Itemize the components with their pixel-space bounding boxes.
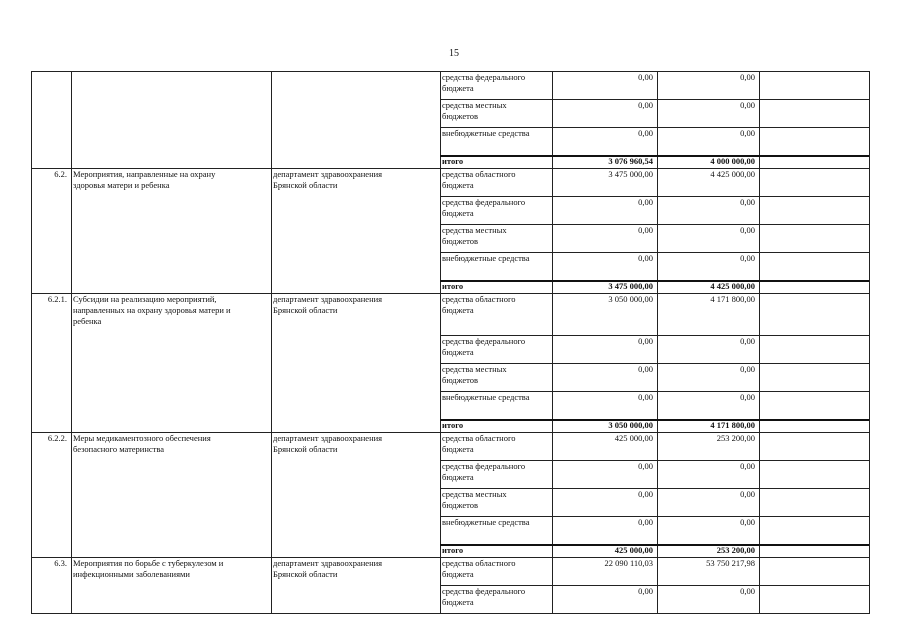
item-name: Субсидии на реализацию мероприятий, направленных на охрану здоровья матери и ребенка [73,294,231,326]
amount-2020: 3 050 000,00 [608,420,653,430]
amount-2021: 253 200,00 [716,545,755,555]
amount-2021: 0,00 [740,253,755,263]
funding-source: средства федерального бюджета [442,197,526,218]
amount-2020: 0,00 [638,364,653,374]
amount-2021: 4 425 000,00 [710,281,755,291]
amount-2021: 4 000 000,00 [710,156,755,166]
amount-2020: 3 050 000,00 [608,294,653,304]
funding-source: итого [442,420,464,430]
amount-2021: 0,00 [740,128,755,138]
item-name: Мероприятия, направленные на охрану здоровья матери и ребенка [73,169,216,190]
amount-2021: 4 171 800,00 [710,420,755,430]
item-number: 6.2.1. [47,294,67,304]
amount-2020: 3 076 960,54 [608,156,653,166]
amount-2021: 0,00 [740,197,755,207]
funding-source: средства местных бюджетов [442,364,507,385]
item-executor: департамент здравоохранения Брянской области [273,169,383,190]
amount-2021: 4 425 000,00 [710,169,755,179]
amount-2020: 0,00 [638,253,653,263]
amount-2021: 0,00 [740,517,755,527]
amount-2021: 0,00 [740,100,755,110]
amount-2020: 425 000,00 [614,433,653,443]
amount-2021: 0,00 [740,72,755,82]
amount-2021: 0,00 [740,461,755,471]
funding-source: средства федерального бюджета [442,461,526,482]
item-executor: департамент здравоохранения Брянской области [273,433,383,454]
item-number: 6.2. [54,169,67,179]
amount-2021: 0,00 [740,225,755,235]
funding-source: итого [442,281,464,291]
table-bottom-border [31,613,869,614]
amount-2021: 0,00 [740,586,755,596]
funding-source: итого [442,156,464,166]
item-name: Меры медикаментозного обеспечения безопасного материнства [73,433,211,454]
amount-2020: 0,00 [638,586,653,596]
funding-source: итого [442,545,464,555]
amount-2021: 53 750 217,98 [706,558,755,568]
amount-2020: 0,00 [638,336,653,346]
amount-2020: 22 090 110,03 [604,558,653,568]
amount-2021: 0,00 [740,392,755,402]
amount-2020: 0,00 [638,392,653,402]
amount-2021: 4 171 800,00 [710,294,755,304]
column-border [31,71,32,614]
funding-source: средства областного бюджета [442,169,516,190]
item-executor: департамент здравоохранения Брянской области [273,558,383,579]
amount-2020: 0,00 [638,72,653,82]
item-name: Мероприятия по борьбе с туберкулезом и инфекционными заболеваниями [73,558,224,579]
column-border [869,71,870,614]
amount-2020: 425 000,00 [614,545,653,555]
funding-source: внебюджетные средства [442,392,530,402]
funding-source: средства местных бюджетов [442,489,507,510]
funding-source: средства федерального бюджета [442,336,526,357]
amount-2020: 0,00 [638,461,653,471]
amount-2021: 0,00 [740,489,755,499]
funding-source: средства местных бюджетов [442,225,507,246]
funding-source: средства областного бюджета [442,294,516,315]
page-number: 15 [449,48,459,59]
amount-2021: 253 200,00 [716,433,755,443]
amount-2021: 0,00 [740,364,755,374]
amount-2020: 0,00 [638,517,653,527]
amount-2020: 0,00 [638,197,653,207]
column-border [759,71,760,614]
funding-source: внебюджетные средства [442,517,530,527]
funding-source: внебюджетные средства [442,253,530,263]
funding-source: средства областного бюджета [442,433,516,454]
funding-source: средства местных бюджетов [442,100,507,121]
amount-2020: 0,00 [638,128,653,138]
item-number: 6.2.2. [47,433,67,443]
item-executor: департамент здравоохранения Брянской области [273,294,383,315]
funding-source: средства федерального бюджета [442,72,526,93]
funding-source: средства федерального бюджета [442,586,526,607]
amount-2020: 3 475 000,00 [608,169,653,179]
amount-2020: 0,00 [638,489,653,499]
amount-2021: 0,00 [740,336,755,346]
amount-2020: 0,00 [638,225,653,235]
funding-source: внебюджетные средства [442,128,530,138]
column-border [271,71,272,614]
item-number: 6.3. [54,558,67,568]
column-border [440,71,441,614]
funding-source: средства областного бюджета [442,558,516,579]
column-border [71,71,72,614]
amount-2020: 3 475 000,00 [608,281,653,291]
amount-2020: 0,00 [638,100,653,110]
